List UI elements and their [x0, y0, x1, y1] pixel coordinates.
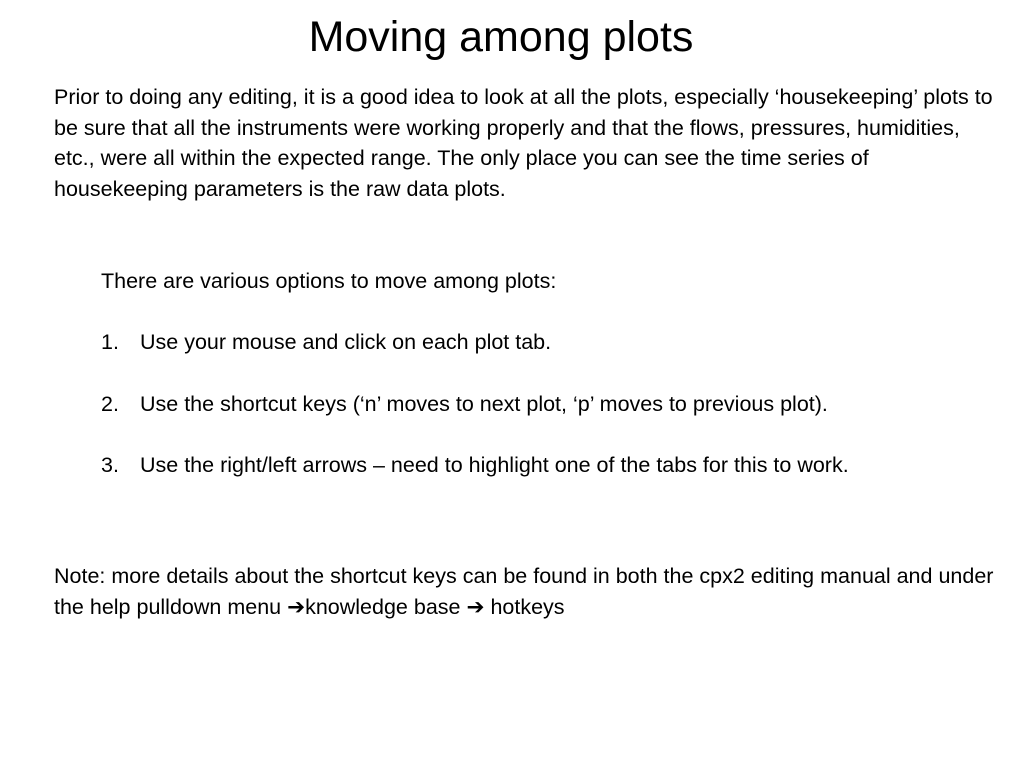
- list-text: Use the right/left arrows – need to highlight one of the tabs for this to work.: [140, 453, 849, 477]
- list-item: [101, 327, 1001, 358]
- intro-paragraph: Prior to doing any editing, it is a good idea to look at all the plots, especially ‘housekeeping’ plots to be sure that all the instruments were working properly and that the flows, pressures, humidities, etc., were all within the expected range. The only place you can see the time series of housekeeping parameters is the raw data plots.: [54, 85, 993, 201]
- slide-title: Moving among plots: [308, 13, 694, 61]
- list-item: [101, 450, 1001, 481]
- list-text: Use the shortcut keys (‘n’ moves to next plot, ‘p’ moves to previous plot).: [140, 392, 828, 416]
- list-item: [101, 389, 1001, 420]
- note-paragraph: Note: more details about the shortcut keys can be found in both the cpx2 editing manual and under the help pulldown menu ➔knowledge base ➔ hotkeys: [54, 564, 994, 619]
- list-number: 1.: [101, 330, 119, 354]
- list-number: 3.: [101, 453, 119, 477]
- options-lead: There are various options to move among plots:: [101, 269, 557, 293]
- list-number: 2.: [101, 392, 119, 416]
- list-text: Use your mouse and click on each plot tab.: [140, 330, 552, 354]
